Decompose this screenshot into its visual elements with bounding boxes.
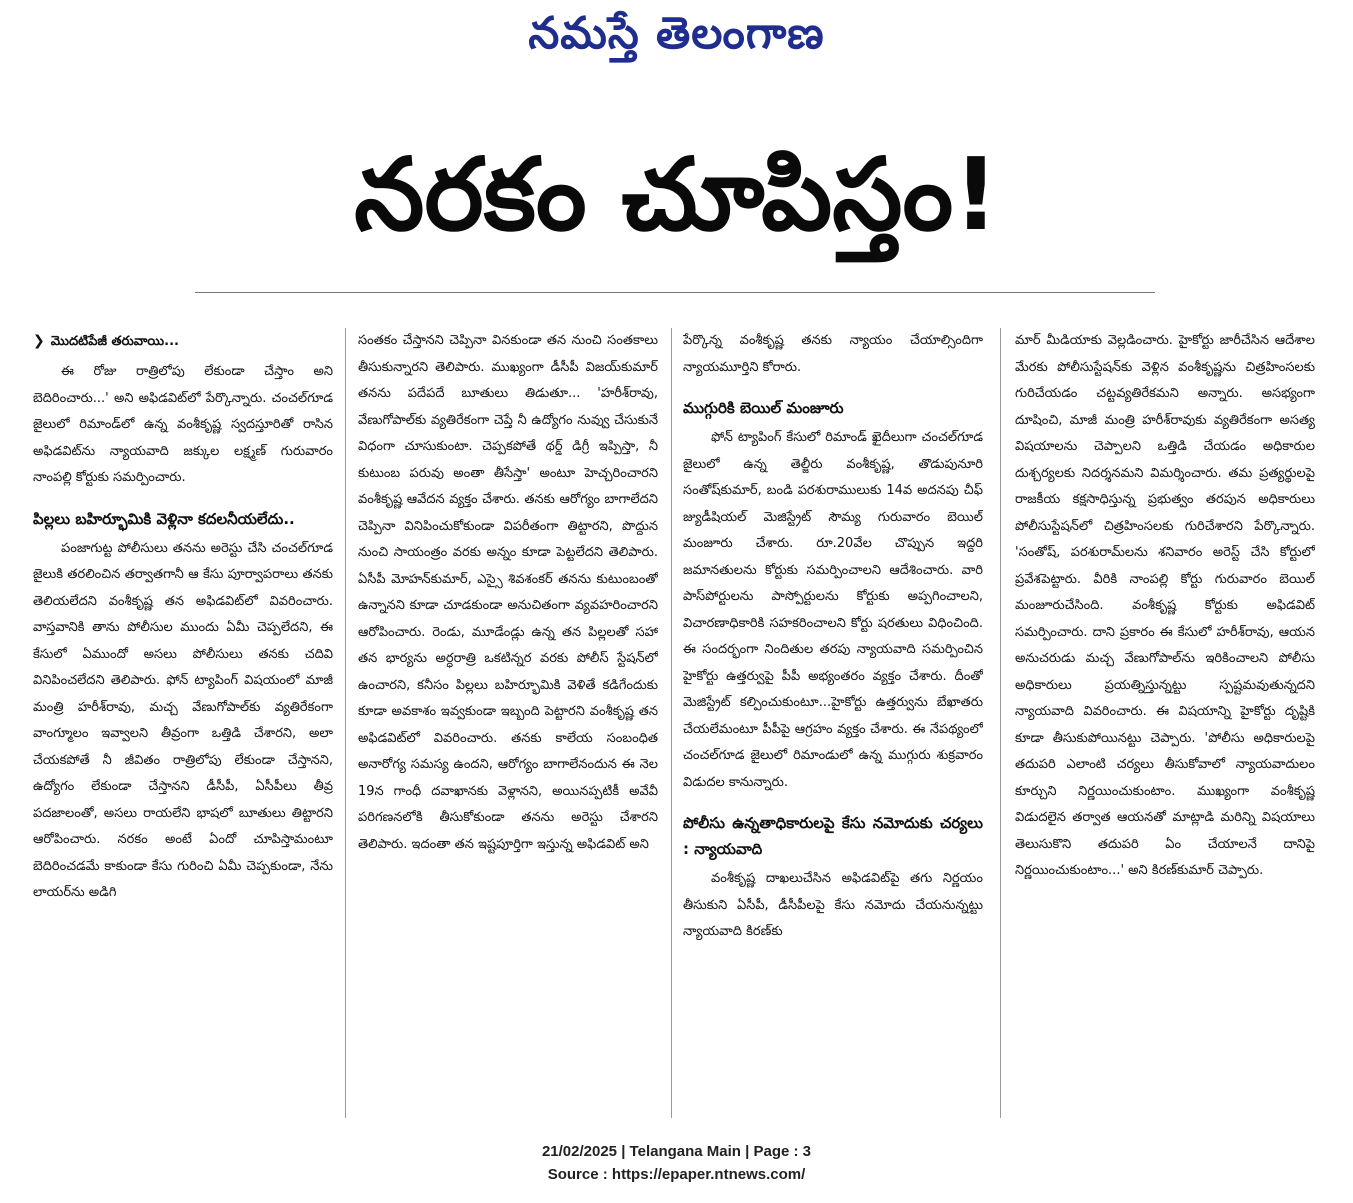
subheading: పోలీసు ఉన్నతాధికారులపై కేసు నమోదుకు చర్యలు : న్యాయవాది	[683, 814, 983, 858]
article-column-2	[358, 328, 658, 1118]
masthead-logo: నమస్తే తెలంగాణ	[528, 8, 825, 59]
continuation-label: మొదటిపేజీ తరువాయి...	[50, 334, 179, 349]
paragraph: ఈ రోజు రాత్రిలోపు లేకుండా చేస్తాం అని బెదిరించారు...' అని అఫిడవిట్‌లో పేర్కొన్నారు. చంచల్‌గూడ జైలులో రిమాండ్‌లో ఉన్న వంశీకృష్ణ స్వదస్తూరితో రాసిన అఫిడవిట్‌ను న్యాయవాది జక్కుల లక్ష్మణ్ గురువారం నాంపల్లి కోర్టుకు సమర్పించారు.	[33, 364, 333, 485]
paragraph: వంశీకృష్ణ దాఖలుచేసిన అఫిడవిట్‌పై తగు నిర్ణయం తీసుకుని ఏసీపీ, డీసీపీలపై కేసు నమోదు చేయనున్నట్టు న్యాయవాది కిరణ్‌కు	[683, 871, 983, 939]
column-divider	[671, 328, 672, 1118]
page-footer	[0, 1140, 1353, 1186]
column-divider	[345, 328, 346, 1118]
paragraph: మార్ మీడియాకు వెల్లడించారు. హైకోర్టు జారీచేసిన ఆదేశాల మేరకు పోలీసుస్టేషన్‌కు వెళ్లిన వంశీకృష్ణను చిత్రహింసలకు గురిచేయడం చట్టవ్యతిరేకమని అన్నారు. అసభ్యంగా దూషించి, మాజీ మంత్రి హరీశ్‌రావుకు వ్యతిరేకంగా అసత్య విషయాలను చెప్పాలని ఒత్తిడి చేయడం అధికారుల దుశ్చర్యలకు నిదర్శనమని విమర్శించారు. తమ ప్రత్యర్థులపై రాజకీయ కక్షసాధిస్తున్న ప్రభుత్వం తరపున అధికారులు పోలీసుస్టేషన్‌లో చిత్రహింసలకు గురిచేశారని పేర్కొన్నారు. 'సంతోష్, పరశురామ్‌లను శనివారం అరెస్ట్ చేసి కోర్టులో ప్రవేశపెట్టారు. వీరికి నాంపల్లి కోర్టు గురువారం బెయిల్ మంజూరుచేసింది. వంశీకృష్ణ కోర్టుకు అఫిడవిట్ సమర్పించారు. దాని ప్రకారం ఈ కేసులో హరీశ్‌రావు, ఆయన అనుచరుడు మచ్చ వేణుగోపాల్‌ను ఇరికించాలని పోలీసు అధికారులు ప్రయత్నిస్తున్నట్టు స్పష్టమవుతున్నదని న్యాయవాది వివరించారు. ఈ విషయాన్ని హైకోర్టు దృష్టికి కూడా తీసుకుపోయినట్టు చెప్పారు. 'పోలీసు అధికారులపై తదుపరి ఎలాంటి చర్యలు తీసుకోవాలో న్యాయవాదులం కూర్చుని నిర్ణయించుకుంటాం. ముఖ్యంగా వంశీకృష్ణ విడుదలైన తర్వాత ఆయనతో మాట్లాడి మరిన్ని విషయాలు తెలుసుకొని తదుపరి ఏం చేయాలనే దానిపై నిర్ణయించుకుంటాం...' అని కిరణ్‌కుమార్ చెప్పారు.	[1015, 333, 1315, 878]
article-column-3	[683, 328, 983, 1118]
paragraph: సంతకం చేస్తానని చెప్పినా వినకుండా తన నుంచి సంతకాలు తీసుకున్నారని తెలిపారు. ముఖ్యంగా డీసీపీ విజయ్‌కుమార్ తనను పదేపదే బూతులు తిడుతూ... 'హరీశ్‌రావు, వేణుగోపాల్‌కు వ్యతిరేకంగా చెప్తే నీ ఉద్యోగం నువ్వు చేసుకునే విధంగా చూసుకుంటా. చెప్పకపోతే థర్డ్ డిగ్రీ ఇప్పిస్తా, నీ కుటుంబ పరువు అంతా తీసేస్తా' అంటూ హెచ్చరించారని వంశీకృష్ణ ఆవేదన వ్యక్తం చేశారు. తనకు ఆరోగ్యం బాగాలేదని చెప్పినా వినిపించుకోకుండా విపరీతంగా తిట్టారని, పొద్దున నుంచి సాయంత్రం వరకు అన్నం కూడా పెట్టలేదని తెలిపారు. ఏసీపీ మోహన్‌కుమార్, ఎస్సై శివశంకర్ తనను కుటుంబంతో ఉన్నానని కూడా చూడకుండా అనుచితంగా వ్యవహరించారని ఆరోపించారు. రెండు, మూడేండ్లు ఉన్న తన పిల్లలతో సహా తన భార్యను అర్ధరాత్రి ఒకటిన్నర వరకు పోలీస్ స్టేషన్‌లో ఉంచారని, కనీసం పిల్లలు బహిర్భూమికి వెళితే కడిగేందుకు కూడా అవకాశం ఇవ్వకుండా ఇబ్బంది పెట్టారని వంశీకృష్ణ తన అఫిడవిట్‌లో వివరించారు. తనకు కాలేయ సంబంధిత అనారోగ్య సమస్య ఉందని, ఆరోగ్యం బాగాలేనందున ఈ నెల 19న గాంధీ దవాఖానకు వెళ్లానని, అయినప్పటికీ అవేవీ పరిగణనలోకి తీసుకోకుండా తనను అరెస్టు చేశారని తెలిపారు. ఇదంతా తన ఇష్టపూర్తిగా ఇస్తున్న అఫిడవిట్ అని	[358, 333, 658, 852]
chevron-right-icon: ❯	[33, 333, 45, 349]
continuation-marker	[33, 328, 333, 355]
subheading: పిల్లలు బహిర్భూమికి వెళ్లినా కదలనీయలేదు..	[33, 509, 295, 528]
paragraph: పంజాగుట్ట పోలీసులు తనను అరెస్టు చేసి చంచల్‌గూడ జైలుకి తరలించిన తర్వాతగానీ ఆ కేసు పూర్వాపరాలు తనకు తెలియలేదని వంశీకృష్ణ తన అఫిడవిట్‌లో వివరించారు. వాస్తవానికి తాను పోలీసుల ముందు ఏమీ చెప్పలేదని, ఈ కేసులో ఏముందో అసలు పోలీసులు తనకు చదివి వినిపించలేదని తెలిపారు. ఫోన్ ట్యాపింగ్ విషయంలో మాజీ మంత్రి హరీశ్‌రావు, మచ్చ వేణుగోపాల్‌కు వ్యతిరేకంగా వాంగ్మూలం ఇవ్వాలని తీవ్రంగా ఒత్తిడి చేశారని, అలా చేయకపోతే నీ జీవితం రాత్రిలోపు లేకుండా చేస్తానని, ఉద్యోగం లేకుండా చేస్తానని డీసీపీ, ఏసీపీలు తీవ్ర పదజాలంతో, అసలు రాయలేని భాషలో బూతులు తిట్టారని ఆరోపించారు. నరకం అంటే ఏందో చూపిస్తామంటూ బెదిరించడమే కాకుండా కేసు గురించి ఏమీ చెప్పకుండా, నేను లాయర్‌ను అడిగి	[33, 540, 333, 900]
headline: నరకం చూపిస్తం!	[354, 136, 999, 253]
headline-rule	[195, 292, 1155, 293]
article-column-1	[33, 328, 333, 1118]
article-column-4	[1015, 328, 1315, 1118]
paragraph: పేర్కొన్న వంశీకృష్ణ తనకు న్యాయం చేయాల్సిందిగా న్యాయమూర్తిని కోరారు.	[683, 333, 983, 375]
footer-date-edition: 21/02/2025 | Telangana Main | Page : 3	[541, 1143, 812, 1160]
column-divider	[1000, 328, 1001, 1118]
subheading: ముగ్గురికి బెయిల్ మంజూరు	[683, 399, 844, 417]
footer-source: Source : https://epaper.ntnews.com/	[547, 1166, 806, 1183]
paragraph: ఫోన్ ట్యాపింగ్ కేసులో రిమాండ్ ఖైదీలుగా చంచల్‌గూడ జైలులో ఉన్న తెల్జీరు వంశీకృష్ణ, తొడుపునూరి సంతోష్‌కుమార్, బండి పరశురాములుకు 14వ అదనపు చీఫ్ జ్యుడీషియల్ మెజిస్ట్రేట్ సౌమ్య గురువారం బెయిల్ మంజూరు చేశారు. రూ.20వేల చొప్పున ఇద్దరి జమానతులను కోర్టుకు సమర్పించాలని ఆదేశించారు. వారి పాస్‌పోర్టులను పాస్పోర్టులను కోర్టుకు అప్పగించాలని, విచారణాధికారికి సహకరించాలని కోర్టు షరతులు విధించింది. ఈ సందర్భంగా నిందితుల తరపు న్యాయవాది సమర్పించిన హైకోర్టు ఉత్తర్వుపై పీపీ అభ్యంతరం వ్యక్తం చేశారు. దీంతో మెజిస్ట్రేట్ కల్పించుకుంటూ...హైకోర్టు ఉత్తర్వును బేఖాతరు చేయలేమంటూ పీపీపై ఆగ్రహం వ్యక్తం చేశారు. ఈ నేపథ్యంలో చంచల్‌గూడ జైలులో రిమాండులో ఉన్న ముగ్గురు శుక్రవారం విడుదల కానున్నారు.	[683, 430, 983, 790]
